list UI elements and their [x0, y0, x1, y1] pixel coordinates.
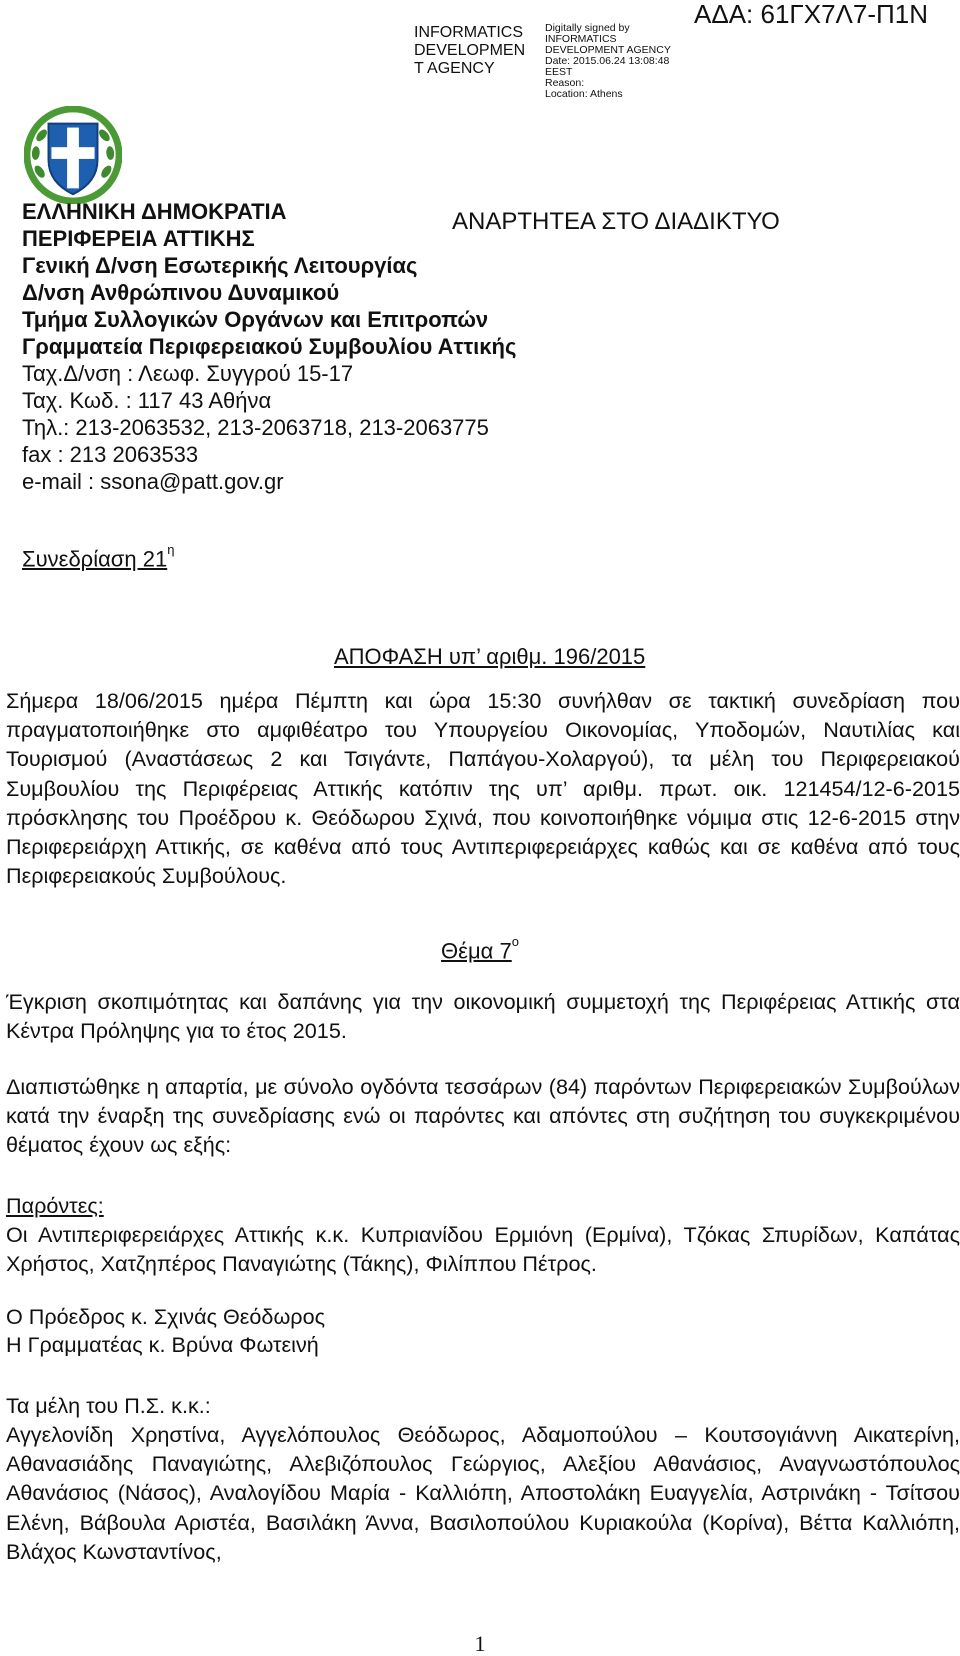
signature-meta-line: Date: 2015.06.24 13:08:48: [545, 55, 670, 67]
president-line: Ο Πρόεδρος κ. Σχινάς Θεόδωρος: [6, 1304, 326, 1329]
header-email: e-mail : ssona@patt.gov.gr: [22, 469, 284, 494]
decision-number: ΑΠΟΦΑΣΗ υπ’ αριθμ. 196/2015: [334, 644, 646, 669]
header-directorate: Δ/νση Ανθρώπινου Δυναμικού: [22, 280, 340, 305]
signature-meta-line: EEST: [545, 66, 573, 78]
subject-heading: [0, 932, 960, 965]
header-phone: Τηλ.: 213-2063532, 213-2063718, 213-2063775: [22, 415, 489, 440]
signature-meta-line: Reason:: [545, 77, 585, 89]
subject-sup: ο: [511, 934, 519, 949]
session-number: [22, 540, 174, 573]
page-number: 1: [474, 1631, 486, 1656]
header-secretariat: Γραμματεία Περιφερειακού Συμβουλίου Αττικής: [22, 334, 517, 359]
header-address: Ταχ.Δ/νση : Λεωφ. Συγγρού 15-17: [22, 361, 354, 386]
vice-governors-list: Οι Αντιπεριφερειάρχες Αττικής κ.κ. Κυπριανίδου Ερμιόνη (Ερμίνα), Τζόκας Σπυρίδων, Καπάτας Χρήστος, Χατζηπέρος Παναγιώτης (Τάκης), Φιλίππου Πέτρος.: [6, 1222, 960, 1277]
members-heading: Τα μέλη του Π.Σ. κ.κ.:: [6, 1393, 211, 1418]
header-region: ΠΕΡΙΦΕΡΕΙΑ ΑΤΤΙΚΗΣ: [22, 226, 255, 251]
signature-meta: [545, 23, 671, 100]
signature-meta-line: Digitally signed by: [545, 22, 630, 34]
header-department: Τμήμα Συλλογικών Οργάνων και Επιτροπών: [22, 307, 489, 332]
header-fax: fax : 213 2063533: [22, 442, 199, 467]
header-state: ΕΛΛΗΝΙΚΗ ΔΗΜΟΚΡΑΤΙΑ: [22, 199, 287, 224]
session-label: Συνεδρίαση 21: [22, 546, 168, 572]
signature-meta-line: Location: Athens: [545, 88, 623, 100]
signature-agency: [414, 24, 525, 78]
signature-agency-line: INFORMATICS: [414, 24, 524, 41]
intro-paragraph: Σήμερα 18/06/2015 ημέρα Πέμπτη και ώρα 15:30 συνήλθαν σε τακτική συνεδρίαση που πραγματοποιήθηκε στο αμφιθέατρο του Υπουργείου Οικονομίας, Υποδομών, Ναυτιλίας και Τουρισμού (Αναστάσεως 2 και Τσιγάντε, Παπάγου-Χολαργού), τα μέλη του Περιφερειακού Συμβουλίου της Περιφέρειας Αττικής κατόπιν της υπ’ αριθμ. πρωτ. οικ. 121454/12-6-2015 πρόσκλησης του Προέδρου κ. Θεόδωρου Σχινά, που κοινοποιήθηκε νόμιμα στις 12-6-2015 στην Περιφερειάρχη Αττικής, σε καθένα από τους Αντιπεριφερειάρχες καθώς και σε καθένα από τους Περιφερειακούς Συμβούλους.: [6, 688, 960, 889]
internet-notice: ΑΝΑΡΤΗΤΕΑ ΣΤΟ ΔΙΑΔΙΚΤΥΟ: [452, 208, 780, 235]
quorum-paragraph: Διαπιστώθηκε η απαρτία, με σύνολο ογδόντα τεσσάρων (84) παρόντων Περιφερειακών Συμβούλων κατά την έναρξη της συνεδρίασης ενώ οι παρόντες και απόντες στη συζήτηση του συγκεκριμένου θέματος έχουν ως εξής:: [6, 1074, 960, 1158]
signature-meta-line: INFORMATICS: [545, 33, 617, 45]
signature-meta-line: DEVELOPMENT AGENCY: [545, 44, 671, 56]
header-postcode: Ταχ. Κωδ. : 117 43 Αθήνα: [22, 388, 272, 413]
ada-code: ΑΔΑ: 61ΓΧ7Λ7-Π1Ν: [694, 0, 929, 29]
subject-text: Έγκριση σκοπιμότητας και δαπάνης για την οικονομική συμμετοχή της Περιφέρειας Αττικής στα Κέντρα Πρόληψης για το έτος 2015.: [6, 989, 960, 1044]
signature-agency-line: DEVELOPMEN: [414, 42, 526, 59]
signature-agency-line: T AGENCY: [414, 60, 495, 77]
present-heading: Παρόντες:: [6, 1193, 104, 1218]
header-directorate-general: Γενική Δ/νση Εσωτερικής Λειτουργίας: [22, 253, 418, 278]
secretary-line: Η Γραμματέας κ. Βρύνα Φωτεινή: [6, 1332, 319, 1357]
greek-emblem-icon: [24, 106, 122, 204]
members-list: Αγγελονίδη Χρηστίνα, Αγγελόπουλος Θεόδωρος, Αδαμοπούλου – Κουτσογιάννη Αικατερίνη, Αθανασιάδης Παναγιώτης, Αλεβιζόπουλος Γεώργιος, Αλεξίου Αθανάσιος, Αναγνωστόπουλος Αθανάσιος (Νάσος), Αναλογίδου Μαρία - Καλλιόπη, Αποστολάκη Ευαγγελία, Αστρινάκη - Τσίτσου Ελένη, Βάβουλα Αριστέα, Βασιλάκη Άννα, Βασιλοπούλου Κυριακούλα (Κορίνα), Βέττα Καλλιόπη, Βλάχος Κωνσταντίνος,: [6, 1422, 960, 1564]
subject-label: Θέμα 7: [441, 938, 512, 964]
session-sup: η: [167, 542, 175, 557]
